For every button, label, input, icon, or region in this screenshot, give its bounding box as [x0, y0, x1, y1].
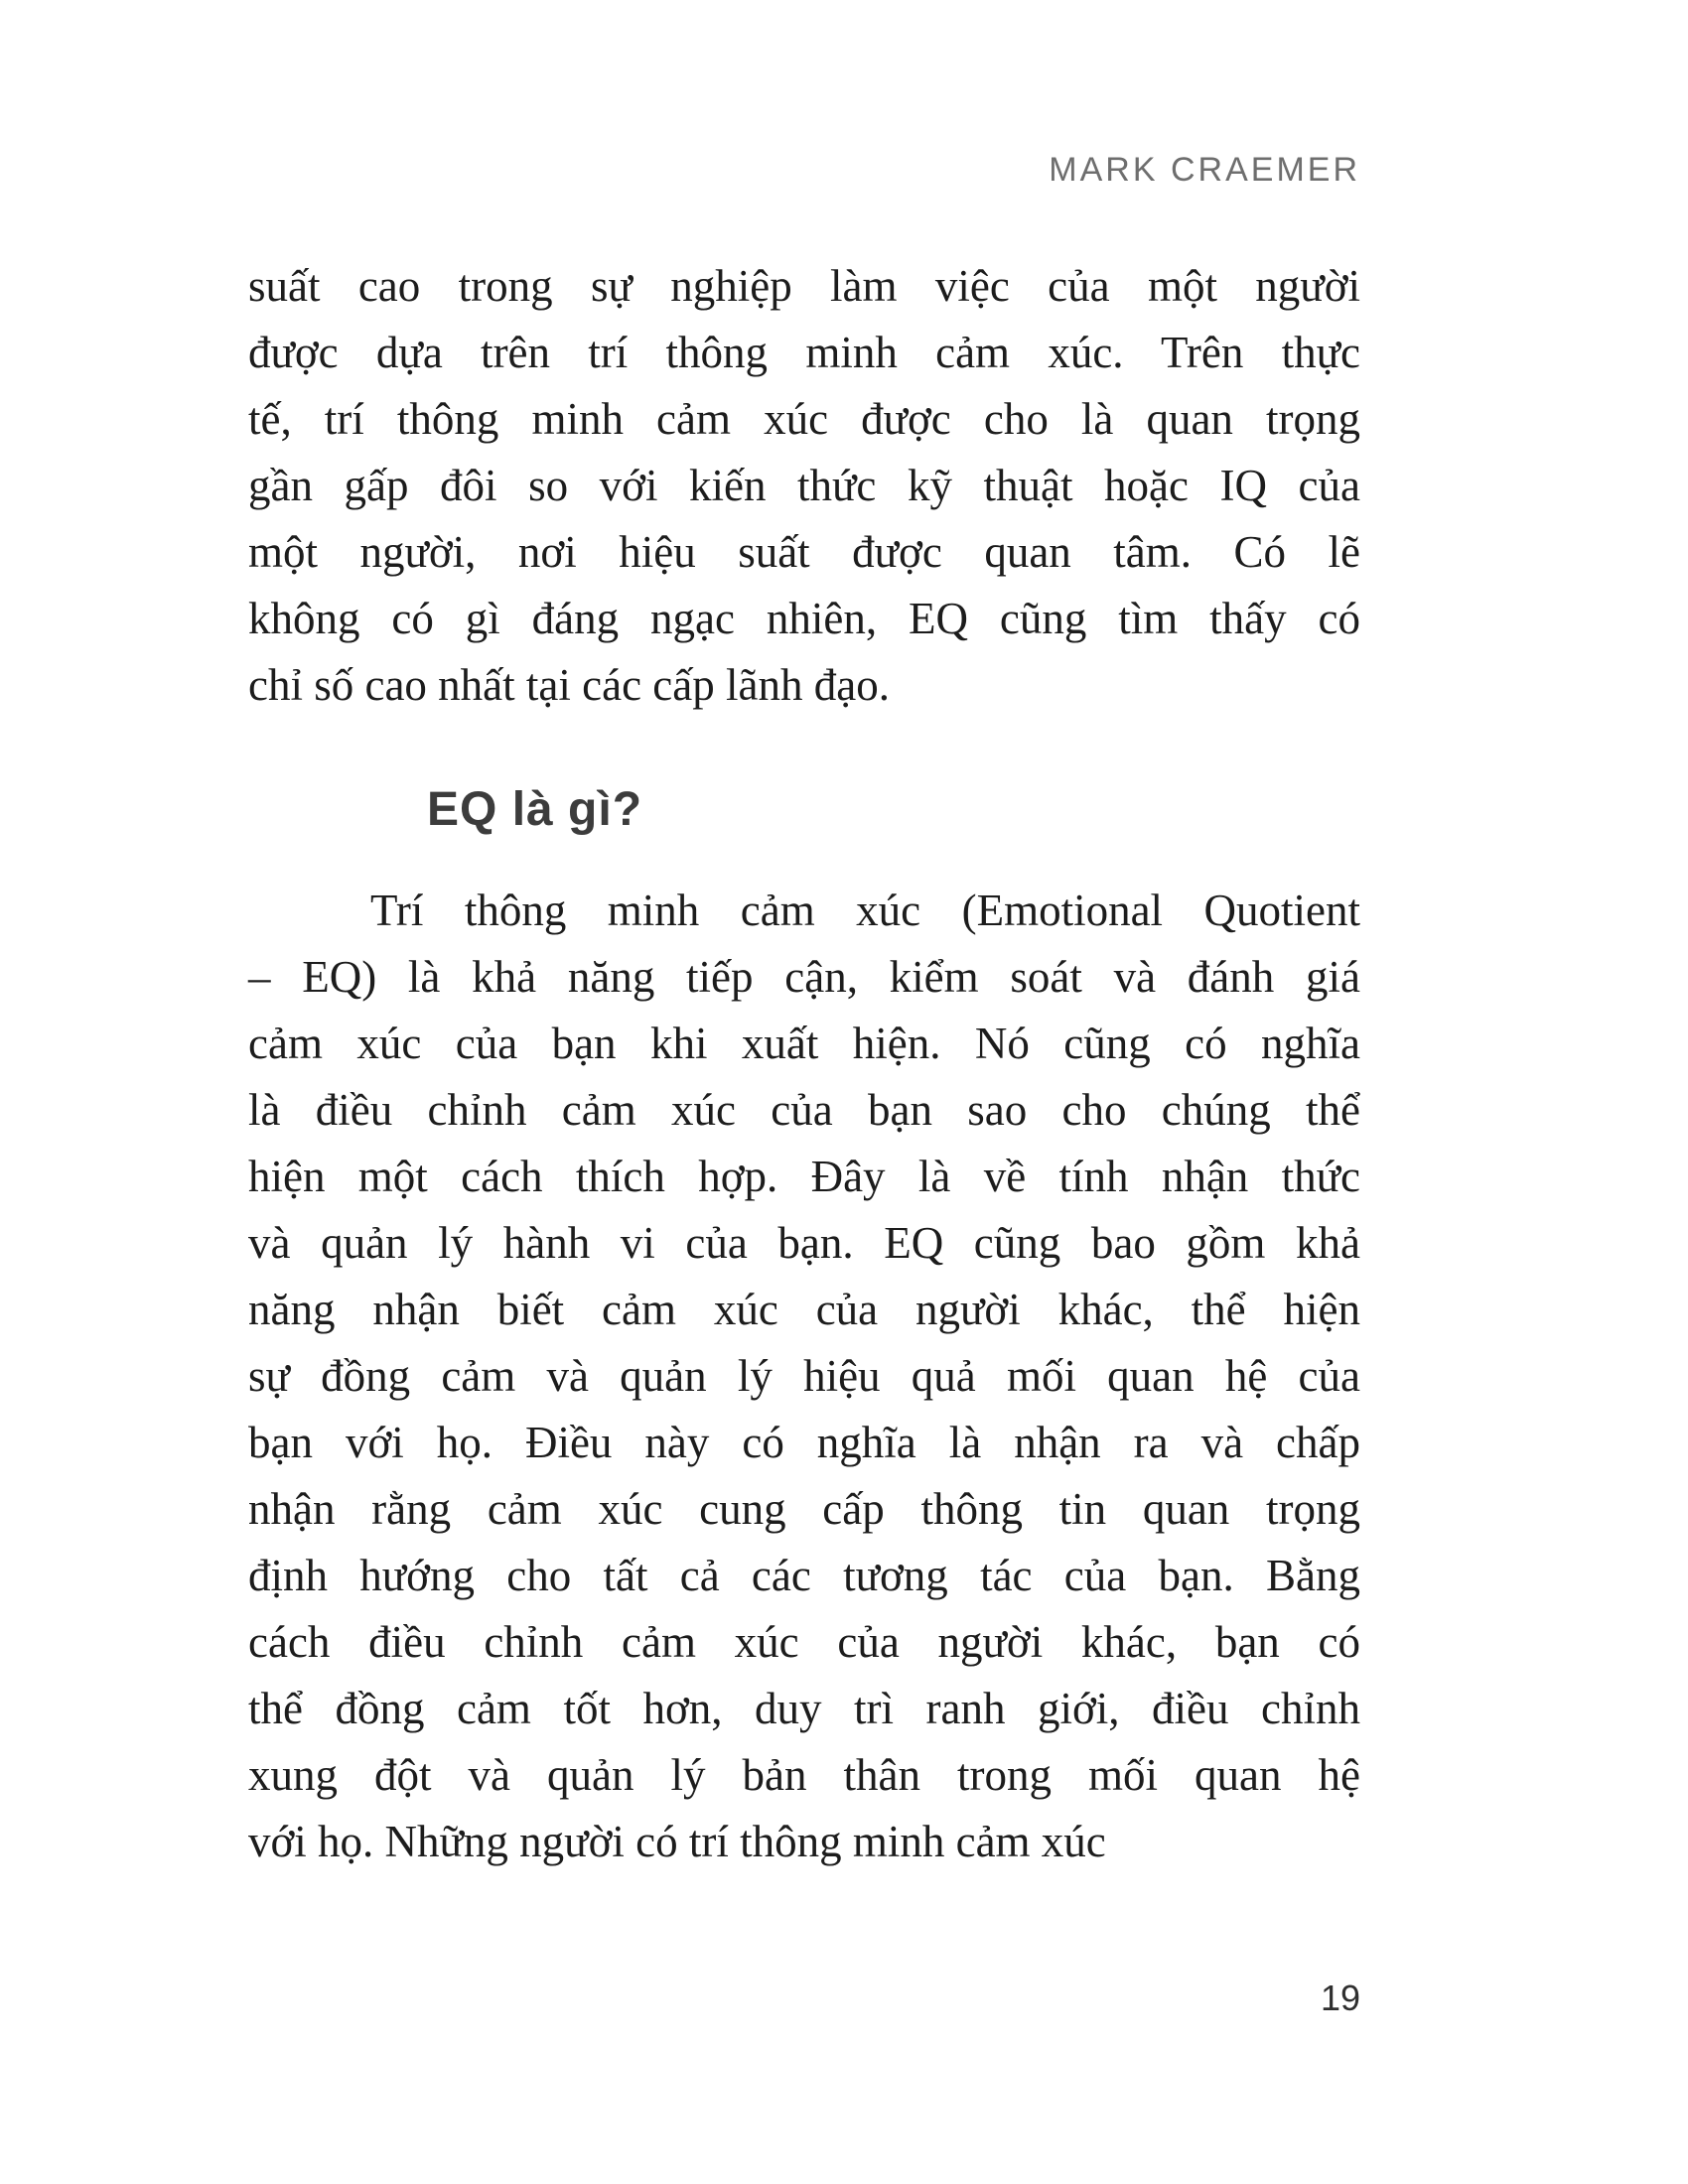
text-column [248, 253, 1360, 1875]
text-line: một người, nơi hiệu suất được quan tâm. Có lẽ [248, 527, 1360, 577]
text-line: suất cao trong sự nghiệp làm việc của một người [248, 261, 1360, 311]
paragraph-1 [248, 253, 1360, 719]
text-line: nhận rằng cảm xúc cung cấp thông tin quan trọng [248, 1484, 1360, 1534]
text-line: năng nhận biết cảm xúc của người khác, thể hiện [248, 1285, 1360, 1334]
text-line: là điều chỉnh cảm xúc của bạn sao cho chúng thể [248, 1085, 1360, 1135]
running-header-author: MARK CRAEMER [1049, 151, 1360, 189]
section-heading: EQ là gì? [427, 783, 643, 836]
text-line: được dựa trên trí thông minh cảm xúc. Trên thực [248, 328, 1360, 377]
text-line: chỉ số cao nhất tại các cấp lãnh đạo. [248, 660, 890, 710]
text-line: xung đột và quản lý bản thân trong mối quan hệ [248, 1750, 1360, 1800]
paragraph-2 [248, 878, 1360, 1875]
text-line: bạn với họ. Điều này có nghĩa là nhận ra và chấp [248, 1418, 1360, 1467]
page-number: 19 [1320, 1978, 1360, 2018]
text-line: không có gì đáng ngạc nhiên, EQ cũng tìm thấy có [248, 594, 1360, 643]
text-line: cách điều chỉnh cảm xúc của người khác, bạn có [248, 1617, 1360, 1667]
text-line: định hướng cho tất cả các tương tác của bạn. Bằng [248, 1551, 1360, 1600]
text-line: với họ. Những người có trí thông minh cảm xúc [248, 1817, 1106, 1866]
text-line: sự đồng cảm và quản lý hiệu quả mối quan hệ của [248, 1351, 1360, 1401]
text-line: hiện một cách thích hợp. Đây là về tính nhận thức [248, 1152, 1360, 1201]
text-line: cảm xúc của bạn khi xuất hiện. Nó cũng có nghĩa [248, 1019, 1360, 1068]
text-line: và quản lý hành vi của bạn. EQ cũng bao gồm khả [248, 1218, 1360, 1268]
text-line: thể đồng cảm tốt hơn, duy trì ranh giới, điều chỉnh [248, 1684, 1360, 1733]
text-line: – EQ) là khả năng tiếp cận, kiểm soát và đánh giá [248, 952, 1360, 1002]
text-line: Trí thông minh cảm xúc (Emotional Quotient [370, 886, 1360, 935]
text-line: gần gấp đôi so với kiến thức kỹ thuật hoặc IQ của [248, 461, 1360, 510]
text-line: tế, trí thông minh cảm xúc được cho là quan trọng [248, 394, 1360, 444]
